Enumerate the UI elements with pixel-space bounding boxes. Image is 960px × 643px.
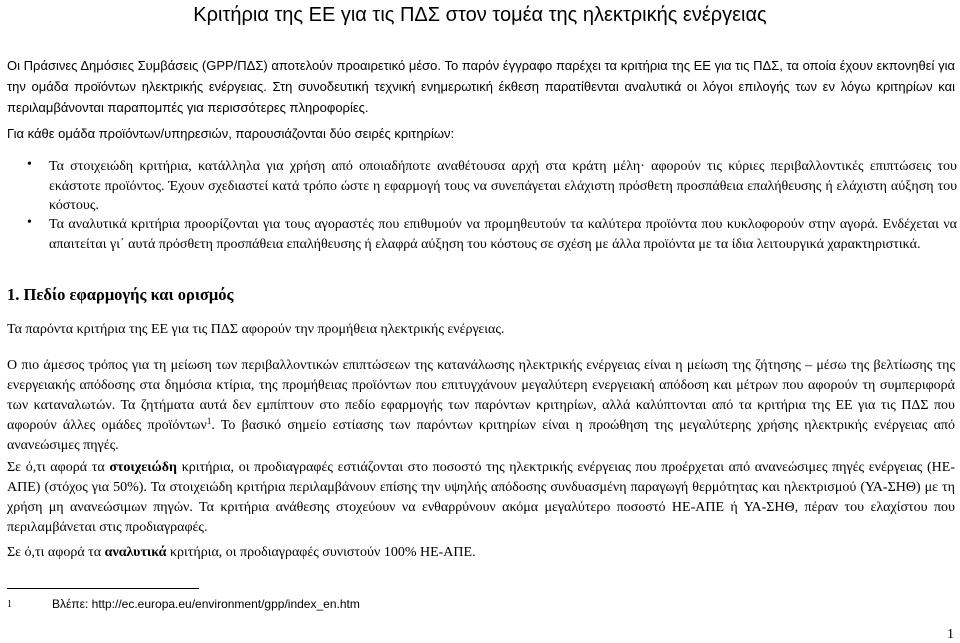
footnote-number: 1 (7, 599, 12, 610)
page-number: 1 (947, 627, 954, 642)
footnote-separator (7, 588, 199, 589)
core-criteria-paragraph (7, 458, 955, 538)
scope-paragraph: Τα παρόντα κριτήρια της ΕΕ για τις ΠΔΣ αφορούν την προμήθεια ηλεκτρικής ενέργειας. (7, 322, 505, 337)
intro-paragraph: Οι Πράσινες Δημόσιες Συμβάσεις (GPP/ΠΔΣ) αποτελούν προαιρετικό μέσο. Το παρόν έγγραφο παρέχει τα κριτήρια της ΕΕ για τις ΠΔΣ, τα οποία έχουν εκπονηθεί για την ομάδα προϊόντων ηλεκτρικής ενέργειας. Στη συνοδευτική τεχνική ενημερωτική έκθεση παρατίθενται αναλυτικά οι λόγοι επιλογής των εν λόγω κριτηρίων και περιλαμβάνονται παραπομπές για περισσότερες πληροφορίες. (7, 58, 955, 115)
comp-prefix: Σε ό,τι αφορά τα (7, 545, 105, 560)
comp-bold-term: αναλυτικά (104, 545, 167, 560)
bullet-comprehensive-criteria: Τα αναλυτικά κριτήρια προορίζονται για τους αγοραστές που επιθυμούν να προμηθευτούν τα καλύτερα προϊόντα που κυκλοφορούν στην αγορά. Ενδέχεται να απαιτείται γι΄ αυτά πρόσθετη προσπάθεια επαλήθευσης ή ελαφρά αύξηση του κόστους σε σχέση με άλλα προϊόντα με τα ίδια λειτουργικά χαρακτηριστικά. (49, 217, 957, 252)
section-heading-scope: 1. Πεδίο εφαρμογής και ορισμός (7, 285, 234, 304)
bullet-marker-comprehensive: • (27, 215, 32, 230)
footnote-reference[interactable]: 1 (206, 416, 212, 426)
bullet-core-criteria: Τα στοιχειώδη κριτήρια, κατάλληλα για χρήση από οποιαδήποτε αναθέτουσα αρχή στα κράτη μέλη· αφορούν τις κύριες περιβαλλοντικές επιπτώσεις του εκάστοτε προϊόντος. Έχουν σχεδιαστεί κατά τρόπο ώστε η εφαρμογή τους να συνεπάγεται ελάχιστη πρόσθετη προσπάθεια επαλήθευσης ή ελάχιστη αύξηση του κόστους. (49, 159, 957, 213)
impacts-text-main: Ο πιο άμεσος τρόπος για τη μείωση των περιβαλλοντικών επιπτώσεων της κατανάλωσης ηλεκτρικής ενέργειας είναι η μείωση της ζήτησης – μέσω της βελτίωσης της ενεργειακής απόδοσης στα δημόσια κτίρια, της προμήθειας προϊόντων που επιτυγχάνουν μεγαλύτερη ενεργειακή απόδοση και μέτρων που αφορούν τη συμπεριφορά των καταναλωτών. Τα ζητήματα αυτά δεν εμπίπτουν στο πεδίο εφαρμογής των παρόντων κριτηρίων, αλλά καλύπτονται από τα κριτήρια της ΕΕ για τις ΠΔΣ που αφορούν άλλες ομάδες προϊόντων (7, 358, 955, 433)
core-prefix: Σε ό,τι αφορά τα (7, 460, 110, 475)
impacts-paragraph (7, 356, 955, 456)
criteria-intro-paragraph: Για κάθε ομάδα προϊόντων/υπηρεσιών, παρουσιάζονται δύο σειρές κριτηρίων: (7, 126, 455, 141)
comprehensive-criteria-paragraph (7, 543, 955, 563)
impacts-text-tail: . Το βασικό σημείο εστίασης των παρόντων κριτηρίων είναι η προώθηση της μεγαλύτερης χρήσης ηλεκτρικής ενέργειας από ανανεώσιμες πηγές. (7, 418, 955, 453)
document-title: Κριτήρια της ΕΕ για τις ΠΔΣ στον τομέα της ηλεκτρικής ενέργειας (193, 4, 767, 26)
bullet-marker-core: • (27, 157, 32, 172)
core-suffix: κριτήρια, οι προδιαγραφές εστιάζονται στο ποσοστό της ηλεκτρικής ενέργειας που προέρχεται από ανανεώσιμες πηγές ενέργειας (ΗΕ-ΑΠΕ) (στόχος για 50%). Τα στοιχειώδη κριτήρια περιλαμβάνουν επίσης την υψηλής απόδοσης συνδυασμένη παραγωγή θερμότητας και ηλεκτρισμού (ΥΑ-ΣΗΘ) με τη χρήση μη ανανεώσιμων πηγών. Τα κριτήρια ανάθεσης στοχεύουν να ενθαρρύνουν ακόμα μεγαλύτερο ποσοστό ΗΕ-ΑΠΕ ή ΥΑ-ΣΗΘ, πέραν του ελαχίστου που περιλαμβάνεται στις προδιαγραφές. (7, 460, 955, 535)
comp-suffix: κριτήρια, οι προδιαγραφές συνιστούν 100% ΗΕ-ΑΠΕ. (166, 545, 476, 560)
core-bold-term: στοιχειώδη (109, 460, 178, 475)
footnote-text[interactable]: Βλέπε: http://ec.europa.eu/environment/gpp/index_en.htm (52, 597, 360, 611)
